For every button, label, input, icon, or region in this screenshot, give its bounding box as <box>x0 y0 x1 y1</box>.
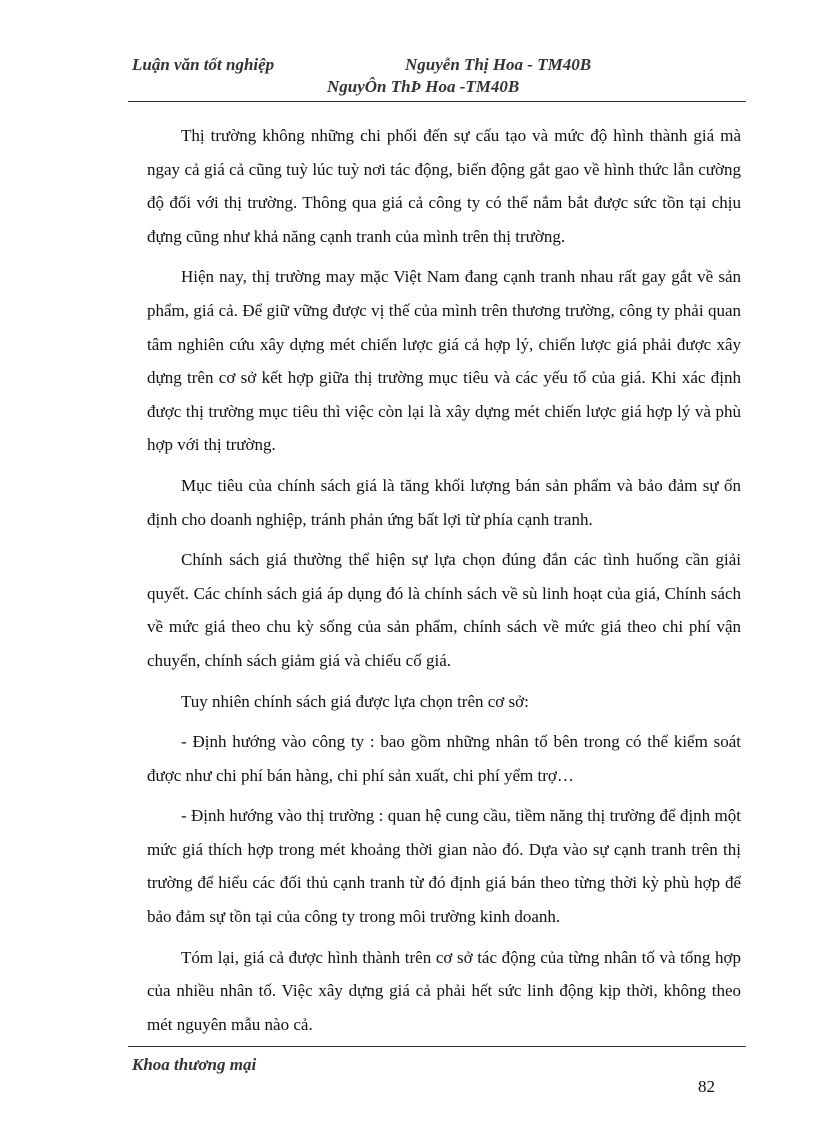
paragraph: - Định hướng vào thị trường : quan hệ cung cầu, tiềm năng thị trường để định một mức giá thích hợp trong mét khoảng thời gian nào đó. Dựa vào sự cạnh tranh trên thị trường để hiểu các đối thủ cạnh tranh từ đó định giá bán theo từng thời kỳ phù hợp để bảo đảm sự tồn tại của công ty trong môi trường kinh doanh. <box>147 806 741 927</box>
footer-department: Khoa thương mại <box>132 1055 257 1074</box>
page-number: 82 <box>698 1077 715 1096</box>
paragraph: Chính sách giá thường thể hiện sự lựa chọn đúng đắn các tình huống cần giải quyết. Các chính sách giá áp dụng đó là chính sách về sù linh hoạt của giá, Chính sách về mức giá theo chu kỳ sống của sản phẩm, chính sách về mức giá theo chi phí vận chuyển, chính sách giảm giá và chiếu cố giá. <box>147 550 741 670</box>
footer-rule <box>128 1046 746 1047</box>
header-rule <box>128 101 746 102</box>
header-author-garbled: NguyÔn ThÞ Hoa -TM40B <box>327 77 520 96</box>
header-title: Luận văn tốt nghiệp <box>132 55 275 74</box>
paragraph: Mục tiêu của chính sách giá là tăng khối lượng bán sản phẩm và bảo đảm sự ổn định cho doanh nghiệp, tránh phản ứng bất lợi từ phía cạnh tranh. <box>147 475 741 529</box>
body-text <box>147 119 741 1041</box>
paragraph: Thị trường không những chi phối đến sự cấu tạo và mức độ hình thành giá mà ngay cả giá cả cũng tuỳ lúc tuỳ nơi tác động, biến động gắt gao về hình thức lẫn cường độ đối với thị trường. Thông qua giá cả công ty có thể nắm bắt được sức tồn tại chịu đựng cũng như khả năng cạnh tranh của mình trên thị trường. <box>147 126 741 246</box>
paragraph: Tuy nhiên chính sách giá được lựa chọn trên cơ sở: <box>181 691 529 711</box>
paragraph: Tóm lại, giá cả được hình thành trên cơ sở tác động của từng nhân tố và tổng hợp của nhiều nhân tố. Việc xây dựng giá cả phải hết sức linh động kịp thời, không theo mét nguyên mẫu nào cả. <box>147 947 741 1034</box>
paragraph: Hiện nay, thị trường may mặc Việt Nam đang cạnh tranh nhau rất gay gắt về sản phẩm, giá cả. Để giữ vững được vị thế của mình trên thương trường, công ty phải quan tâm nghiên cứu xây dựng mét chiến lược giá cả hợp lý, chiến lược giá phải được xây dựng trên cơ sở kết hợp giữa thị trường mục tiêu và các yếu tố của giá. Khi xác định được thị trường mục tiêu thì việc còn lại là xây dựng mét chiến lược giá hợp lý và phù hợp với thị trường. <box>147 267 741 455</box>
paragraph: - Định hướng vào công ty : bao gồm những nhân tố bên trong có thể kiểm soát được như chi phí bán hàng, chi phí sản xuất, chi phí yểm trợ… <box>147 732 741 785</box>
header-author: Nguyễn Thị Hoa - TM40B <box>405 55 592 74</box>
